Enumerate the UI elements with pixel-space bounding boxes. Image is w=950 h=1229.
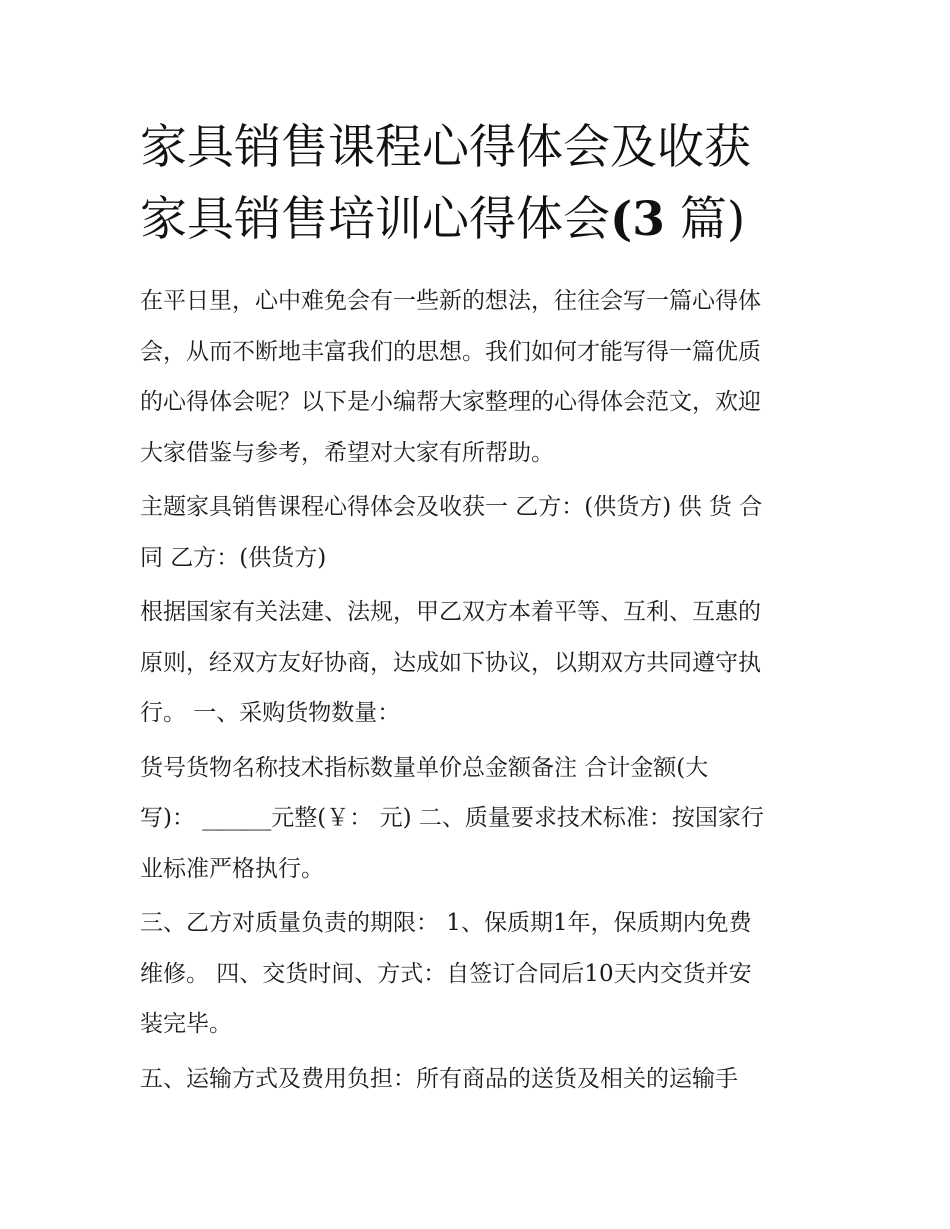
paragraph-principles [140, 587, 820, 739]
paragraph-line: 业标准严格执行。 [140, 855, 324, 882]
paragraph-line: 原则，经双方友好协商，达成如下协议，以期双方共同遵守执 [140, 649, 761, 676]
title-count-unit: 篇) [679, 192, 746, 247]
paragraph-line: 货号货物名称技术指标数量单价总金额备注 合计金额(大 [140, 754, 709, 781]
paragraph-line: 会，从而不断地丰富我们的思想。我们如何才能写得一篇优质 [140, 338, 761, 365]
paragraph-line: 主题家具销售课程心得体会及收获一 乙方：(供货方) 供 货 合 [140, 494, 763, 520]
paragraph-line: 的心得体会呢？以下是小编帮大家整理的心得体会范文，欢迎 [140, 389, 761, 415]
title-count: (3 [610, 192, 665, 247]
document-body [140, 276, 820, 1104]
paragraph-warranty [140, 898, 820, 1050]
paragraph-line: 根据国家有关法建、法规，甲乙双方本着平等、互利、互惠的 [140, 599, 761, 625]
paragraph-line: 写)： ______元整(￥： 元) 二、质量要求技术标准：按国家行 [140, 805, 764, 831]
paragraph-transport [140, 1054, 820, 1105]
document-title [140, 112, 820, 256]
paragraph-line: 三、乙方对质量负责的期限： 1、保质期1年，保质期内免费 [140, 910, 752, 936]
paragraph-line: 维修。 四、交货时间、方式：自签订合同后10天内交货并安 [140, 960, 752, 987]
paragraph-line: 五、运输方式及费用负担：所有商品的送货及相关的运输手 [140, 1065, 738, 1092]
paragraph-topic [140, 482, 820, 583]
paragraph-intro [140, 276, 820, 478]
paragraph-line: 在平日里，心中难免会有一些新的想法，往往会写一篇心得体 [140, 288, 761, 314]
title-line-2-text: 家具销售培训心得体会 [140, 192, 610, 247]
paragraph-line: 大家借鉴与参考，希望对大家有所帮助。 [140, 439, 554, 466]
title-line-1: 家具销售课程心得体会及收获 [140, 120, 751, 175]
document-content [140, 112, 820, 1108]
paragraph-line: 同 乙方：(供货方) [140, 544, 327, 571]
paragraph-line: 装完毕。 [140, 1011, 232, 1037]
paragraph-line: 行。 一、采购货物数量： [140, 700, 401, 726]
paragraph-goods [140, 743, 820, 895]
title-line-2 [140, 184, 820, 256]
